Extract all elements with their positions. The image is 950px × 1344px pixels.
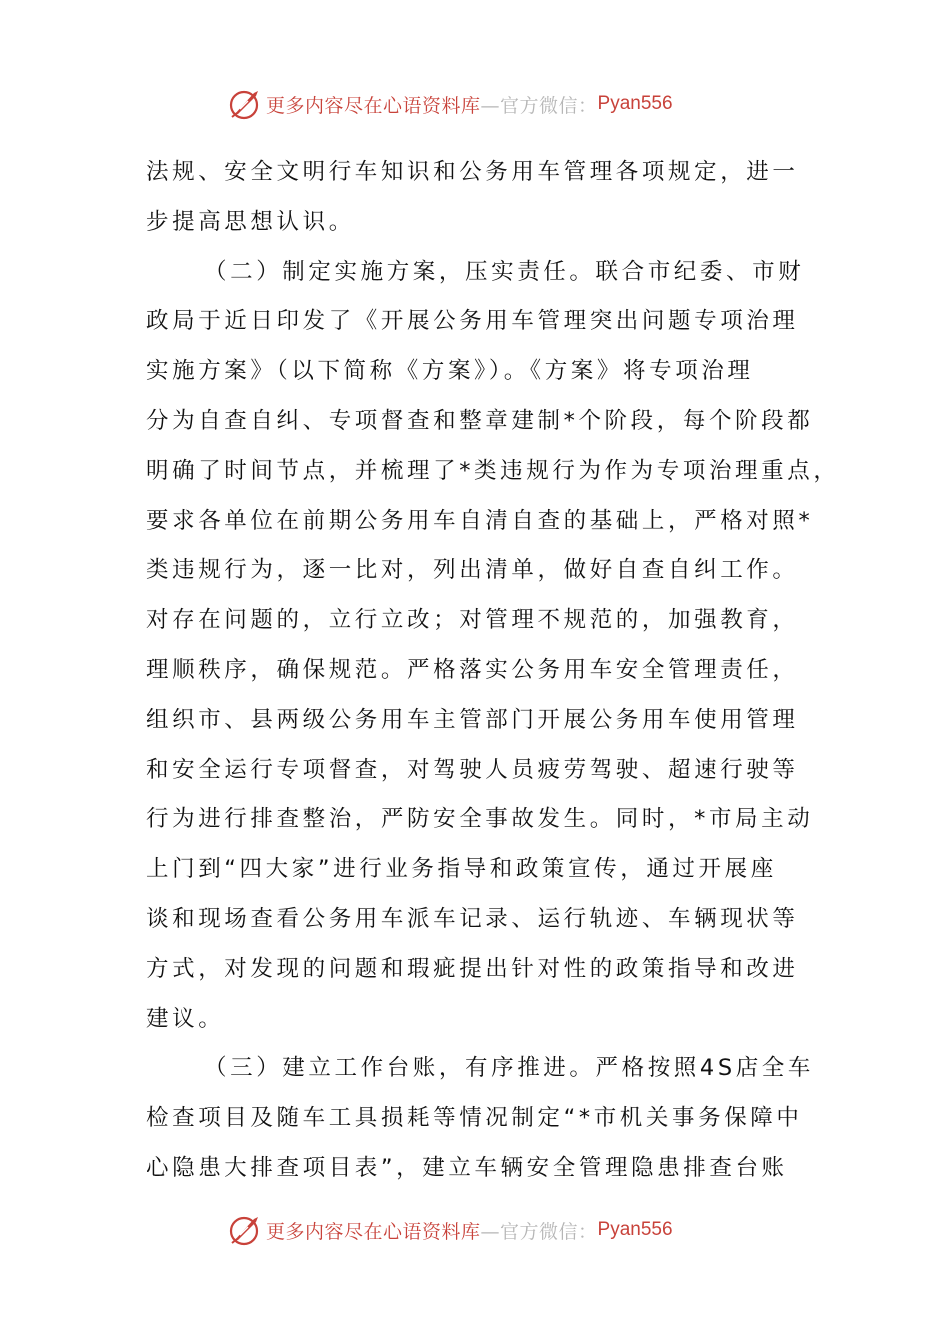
text-line: 方式，对发现的问题和瑕疵提出针对性的政策指导和改进 [146,955,799,982]
text-line: 对存在问题的，立行立改；对管理不规范的，加强教育， [146,607,799,634]
quill-logo-icon [228,87,262,121]
text-line: 组织市、县两级公务用车主管部门开展公务用车使用管理 [146,706,799,733]
watermark-wechat-id: Pyan556 [597,93,673,114]
text-line: 明确了时间节点，并梳理了*类违规行为作为专项治理重点， [146,457,840,484]
text-line: 分为自查自纠、专项督查和整章建制*个阶段，每个阶段都 [146,407,814,434]
text-line: 行为进行排查整治，严防安全事故发生。同时，*市局主动 [146,806,814,833]
header-watermark [228,86,673,122]
text-line: 实施方案》（以下简称《方案》）。《方案》将专项治理 [146,358,754,385]
body-text [146,148,840,1194]
text-line: 心隐患大排查项目表”，建立车辆安全管理隐患排查台账 [146,1154,788,1181]
text-line: 检查项目及随车工具损耗等情况制定“*市机关事务保障中 [146,1105,803,1132]
text-line: 要求各单位在前期公务用车自清自查的基础上，严格对照* [146,507,814,534]
watermark-wechat-id: Pyan556 [597,1219,673,1240]
watermark-separator: —官方微信： [480,94,598,117]
quill-logo-icon [228,1213,262,1247]
watermark-separator: —官方微信： [480,1220,598,1243]
text-line: 步提高思想认识。 [146,208,355,235]
text-line: 和安全运行专项督查，对驾驶人员疲劳驾驶、超速行驶等 [146,756,799,783]
watermark-main-text: 更多内容尽在心语资料库 [266,1220,481,1243]
text-line: （二）制定实施方案，压实责任。联合市纪委、市财 [204,258,805,285]
text-line: 上门到“四大家”进行业务指导和政策宣传，通过开展座 [146,856,777,883]
footer-watermark [228,1212,673,1248]
text-line: 谈和现场查看公务用车派车记录、运行轨迹、车辆现状等 [146,905,799,932]
text-line: 法规、安全文明行车知识和公务用车管理各项规定，进一 [146,159,799,185]
text-line: 政局于近日印发了《开展公务用车管理突出问题专项治理 [146,308,799,335]
text-line: （三）建立工作台账，有序推进。严格按照4S店全车 [204,1055,814,1082]
watermark-main-text: 更多内容尽在心语资料库 [266,94,481,117]
text-line: 类违规行为，逐一比对，列出清单，做好自查自纠工作。 [146,557,799,584]
text-line: 理顺秩序，确保规范。严格落实公务用车安全管理责任， [146,656,799,683]
text-line: 建议。 [146,1005,225,1032]
